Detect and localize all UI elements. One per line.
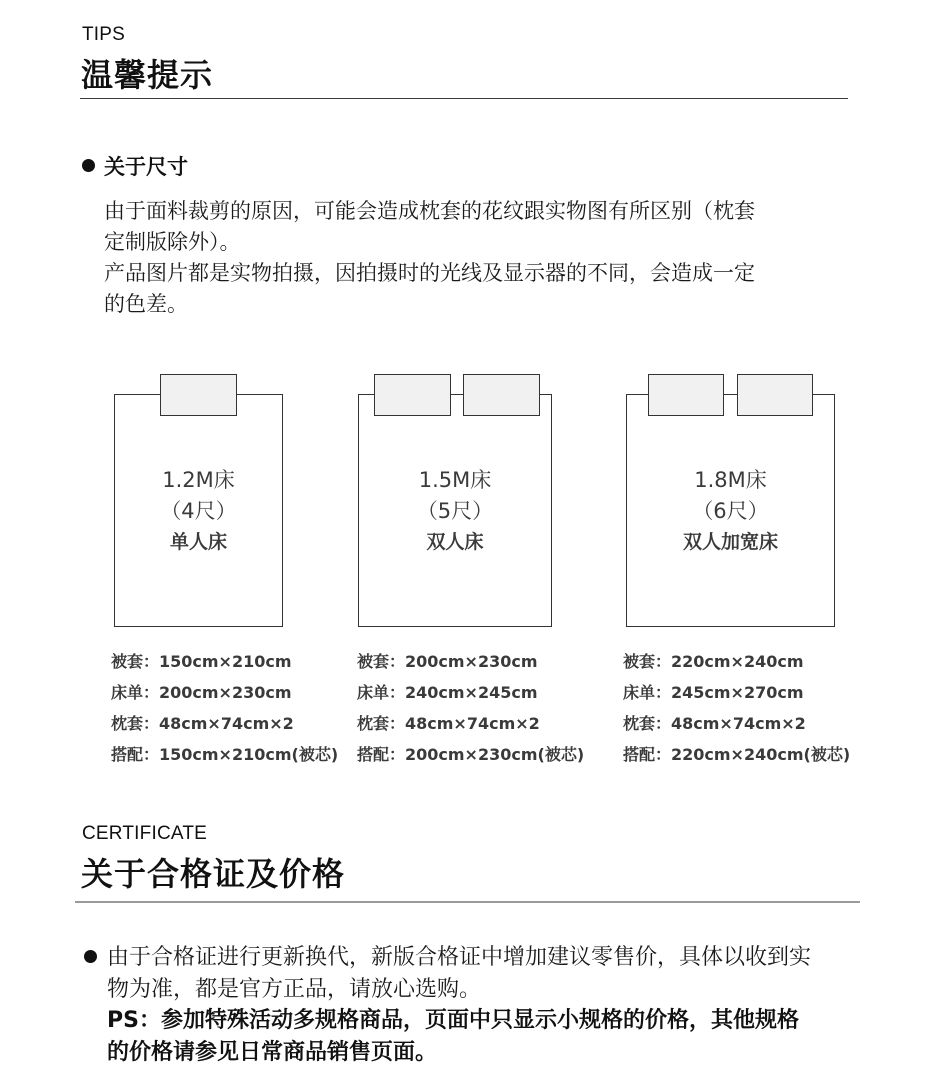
- spec-line: 床单：240cm×245cm: [357, 683, 538, 702]
- ps-note-line: 的价格请参见日常商品销售页面。: [107, 1040, 438, 1065]
- spec-line: 枕套：48cm×74cm×2: [111, 714, 294, 733]
- spec-line: 床单：200cm×230cm: [111, 683, 292, 702]
- spec-line: 枕套：48cm×74cm×2: [623, 714, 806, 733]
- spec-line: 被套：150cm×210cm: [111, 652, 292, 671]
- bed-chi: （5尺）: [416, 499, 494, 523]
- pillow: [374, 374, 451, 416]
- certificate-note-line: 物为准，都是官方正品，请放心选购。: [107, 977, 482, 1002]
- fabric-note-line: 由于面料裁剪的原因，可能会造成枕套的花纹跟实物图有所区别（枕套: [104, 199, 755, 223]
- certificate-english-title: CERTIFICATE: [82, 823, 208, 844]
- bed-1-8m-label: [626, 465, 835, 558]
- bed-type: 单人床: [169, 531, 227, 553]
- tips-divider: [80, 98, 848, 99]
- pillow: [463, 374, 540, 416]
- ps-note: [107, 1005, 867, 1069]
- certificate-note-line: 由于合格证进行更新换代，新版合格证中增加建议零售价，具体以收到实: [107, 945, 812, 970]
- pillow: [737, 374, 813, 416]
- spec-line: 被套：220cm×240cm: [623, 652, 804, 671]
- certificate-note: [107, 942, 867, 1006]
- bed-1-5m-specs: [357, 646, 584, 770]
- size-heading: 关于尺寸: [104, 155, 188, 179]
- ps-note-line: PS：参加特殊活动多规格商品，页面中只显示小规格的价格，其他规格: [107, 1008, 799, 1033]
- bed-1-5m-label: [358, 465, 552, 558]
- pillow: [160, 374, 237, 416]
- spec-line: 被套：200cm×230cm: [357, 652, 538, 671]
- tips-chinese-title: 温馨提示: [81, 56, 214, 94]
- spec-line: 床单：245cm×270cm: [623, 683, 804, 702]
- bed-chi: （4尺）: [160, 499, 237, 523]
- bed-1-2m-specs: [111, 646, 338, 770]
- spec-line: 枕套：48cm×74cm×2: [357, 714, 540, 733]
- bullet-dot: [84, 950, 97, 963]
- bed-type: 双人床: [426, 531, 484, 553]
- bed-size: 1.5M床: [418, 468, 492, 492]
- color-note-line: 的色差。: [104, 292, 188, 316]
- bed-type: 双人加宽床: [682, 531, 778, 553]
- bed-size: 1.8M床: [694, 468, 767, 492]
- bed-size: 1.2M床: [162, 468, 235, 492]
- bullet-dot: [82, 159, 95, 172]
- bed-1-2m-label: [114, 465, 283, 558]
- bed-1-8m-specs: [623, 646, 850, 770]
- spec-line: 搭配：220cm×240cm(被芯): [623, 745, 851, 764]
- spec-line: 搭配：150cm×210cm(被芯): [111, 745, 339, 764]
- fabric-note-line: 定制版除外）。: [104, 230, 241, 254]
- bed-chi: （6尺）: [692, 499, 769, 523]
- color-note-line: 产品图片都是实物拍摄，因拍摄时的光线及显示器的不同，会造成一定: [104, 261, 755, 285]
- color-note: [104, 258, 844, 320]
- spec-line: 搭配：200cm×230cm(被芯): [357, 745, 585, 764]
- fabric-note: [104, 196, 844, 258]
- tips-english-title: TIPS: [82, 24, 126, 45]
- certificate-chinese-title: 关于合格证及价格: [81, 855, 346, 893]
- pillow: [648, 374, 724, 416]
- certificate-divider: [75, 901, 860, 903]
